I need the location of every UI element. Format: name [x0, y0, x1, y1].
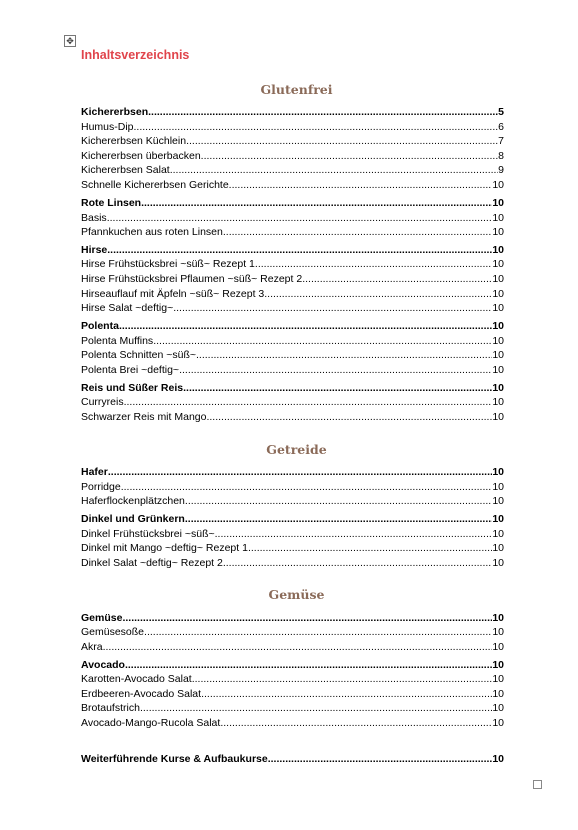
toc-entry[interactable]: Avocado ..... 10: [81, 659, 504, 672]
toc-entry[interactable]: Schnelle Kichererbsen Gerichte ..... 10: [81, 179, 504, 192]
toc-entry[interactable]: Kichererbsen Küchlein ..... 7: [81, 135, 504, 148]
section-heading-getreide: Getreide: [266, 442, 327, 457]
toc-entry[interactable]: Hirse Frühstücksbrei Pflaumen ~süß~ Rezept 2 ..... 10: [81, 273, 504, 286]
toc-entry[interactable]: Rote Linsen ..... 10: [81, 197, 504, 210]
toc-entry[interactable]: Hafer ..... 10: [81, 466, 504, 479]
toc-entry[interactable]: Brotaufstrich ..... 10: [81, 702, 504, 715]
toc-entry[interactable]: Dinkel Salat ~deftig~ Rezept 2 ..... 10: [81, 557, 504, 570]
section-heading-glutenfrei: Glutenfrei: [260, 82, 333, 97]
toc-entry[interactable]: Polenta Brei ~deftig~ ..... 10: [81, 364, 504, 377]
toc-entry[interactable]: Humus-Dip ..... 6: [81, 121, 504, 134]
toc-entry[interactable]: Gemüsesoße ..... 10: [81, 626, 504, 639]
toc-entry[interactable]: Porridge ..... 10: [81, 481, 504, 494]
toc-entry[interactable]: Akra ..... 10: [81, 641, 504, 654]
toc-entry-final[interactable]: Weiterführende Kurse & Aufbaukurse ..... 10: [81, 753, 504, 766]
toc-entry[interactable]: Basis ..... 10: [81, 212, 504, 225]
toc-entry[interactable]: Curryreis ..... 10: [81, 396, 504, 409]
toc-entry[interactable]: Hirse Salat ~deftig~ ..... 10: [81, 302, 504, 315]
toc-entry[interactable]: Gemüse ..... 10: [81, 612, 504, 625]
table-resize-handle-icon[interactable]: [533, 780, 542, 789]
toc-entry[interactable]: Kichererbsen Salat ..... 9: [81, 164, 504, 177]
toc-entry[interactable]: Hirse ..... 10: [81, 244, 504, 257]
toc-entry[interactable]: Polenta Schnitten ~süß~ ..... 10: [81, 349, 504, 362]
toc-entry[interactable]: Hirse Frühstücksbrei ~süß~ Rezept 1 ..... 10: [81, 258, 504, 271]
toc-entry[interactable]: Hirseauflauf mit Äpfeln ~süß~ Rezept 3 ..... 10: [81, 288, 504, 301]
toc-entry[interactable]: Reis und Süßer Reis ..... 10: [81, 382, 504, 395]
toc-title: Inhaltsverzeichnis: [81, 48, 190, 62]
toc-entry[interactable]: Kichererbsen überbacken ..... 8: [81, 150, 504, 163]
toc-entry[interactable]: Polenta Muffins ..... 10: [81, 335, 504, 348]
toc-entry[interactable]: Pfannkuchen aus roten Linsen ..... 10: [81, 226, 504, 239]
toc-entry[interactable]: Schwarzer Reis mit Mango ..... 10: [81, 411, 504, 424]
toc-entry[interactable]: Polenta ..... 10: [81, 320, 504, 333]
toc-entry[interactable]: Karotten-Avocado Salat ..... 10: [81, 673, 504, 686]
toc-entry[interactable]: Erdbeeren-Avocado Salat ..... 10: [81, 688, 504, 701]
section-heading-gemuese: Gemüse: [268, 587, 325, 602]
table-move-handle-icon[interactable]: ✥: [64, 35, 76, 47]
toc-entry[interactable]: Avocado-Mango-Rucola Salat ..... 10: [81, 717, 504, 730]
toc-entry[interactable]: Haferflockenplätzchen ..... 10: [81, 495, 504, 508]
toc-entry[interactable]: Dinkel mit Mango ~deftig~ Rezept 1 ..... 10: [81, 542, 504, 555]
toc-entry[interactable]: Kichererbsen ..... 5: [81, 106, 504, 119]
toc-entry[interactable]: Dinkel und Grünkern ..... 10: [81, 513, 504, 526]
toc-entry[interactable]: Dinkel Frühstücksbrei ~süß~ ..... 10: [81, 528, 504, 541]
